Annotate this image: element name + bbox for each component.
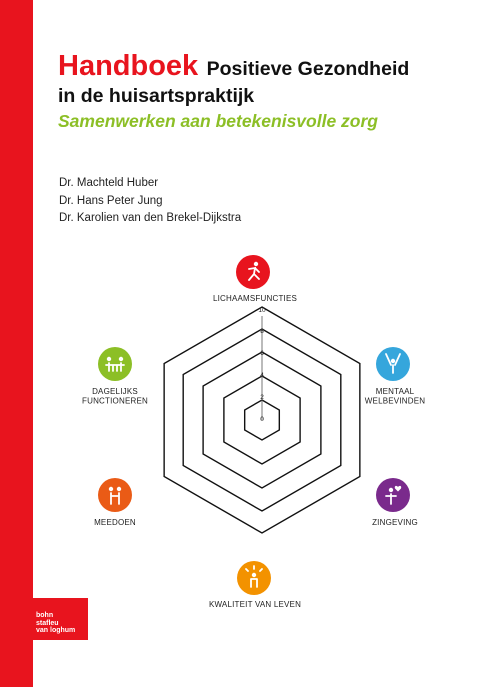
- dimension-label: KWALITEIT VAN LEVEN: [208, 600, 302, 609]
- dimension-label: LICHAAMSFUNCTIES: [212, 294, 298, 303]
- raised-arms-person-icon: [376, 347, 410, 381]
- dimension-label: MENTAAL: [375, 387, 415, 396]
- author-name: Dr. Karolien van den Brekel-Dijkstra: [59, 212, 242, 224]
- dimension-badge: [98, 478, 132, 512]
- joyful-person-icon: [237, 561, 271, 595]
- publisher-name-line: bohn: [36, 612, 54, 619]
- scale-tick-label: 4: [260, 372, 264, 379]
- scale-tick-label: 8: [260, 328, 264, 335]
- people-table-icon: [98, 347, 132, 381]
- dimension-badge: [236, 255, 270, 289]
- scale-tick-label: 10: [258, 307, 266, 314]
- dimension-label: FUNCTIONEREN: [82, 396, 148, 406]
- dimension-label: DAGELIJKS: [92, 387, 138, 396]
- scale-tick-label: 6: [260, 350, 264, 357]
- title-subtitle-part-1: Positieve Gezondheid: [206, 58, 410, 80]
- dimension-badge: [376, 478, 410, 512]
- running-person-icon: [236, 255, 270, 289]
- author-name: Dr. Machteld Huber: [59, 177, 159, 189]
- dimension-badge: [376, 347, 410, 381]
- dimension-label: WELBEVINDEN: [364, 396, 426, 406]
- title-handboek: Handboek: [58, 50, 199, 82]
- title-subtitle-part-2: in de huisartspraktijk: [58, 85, 255, 107]
- dimension-markers: [82, 255, 425, 609]
- publisher-name-line: stafleu: [36, 619, 59, 627]
- dimension-label: ZINGEVING: [372, 518, 418, 527]
- scale-tick-label: 2: [260, 394, 264, 401]
- tagline: Samenwerken aan betekenisvolle zorg: [58, 111, 378, 131]
- scale-tick-label: 0: [260, 416, 264, 423]
- dimension-label: MEEDOEN: [94, 518, 136, 527]
- two-people-icon: [98, 478, 132, 512]
- dimension-badge: [98, 347, 132, 381]
- author-name: Dr. Hans Peter Jung: [59, 194, 163, 207]
- publisher-logo: [33, 598, 88, 640]
- publisher-name-line: van loghum: [36, 627, 76, 634]
- person-with-heart-icon: [376, 478, 410, 512]
